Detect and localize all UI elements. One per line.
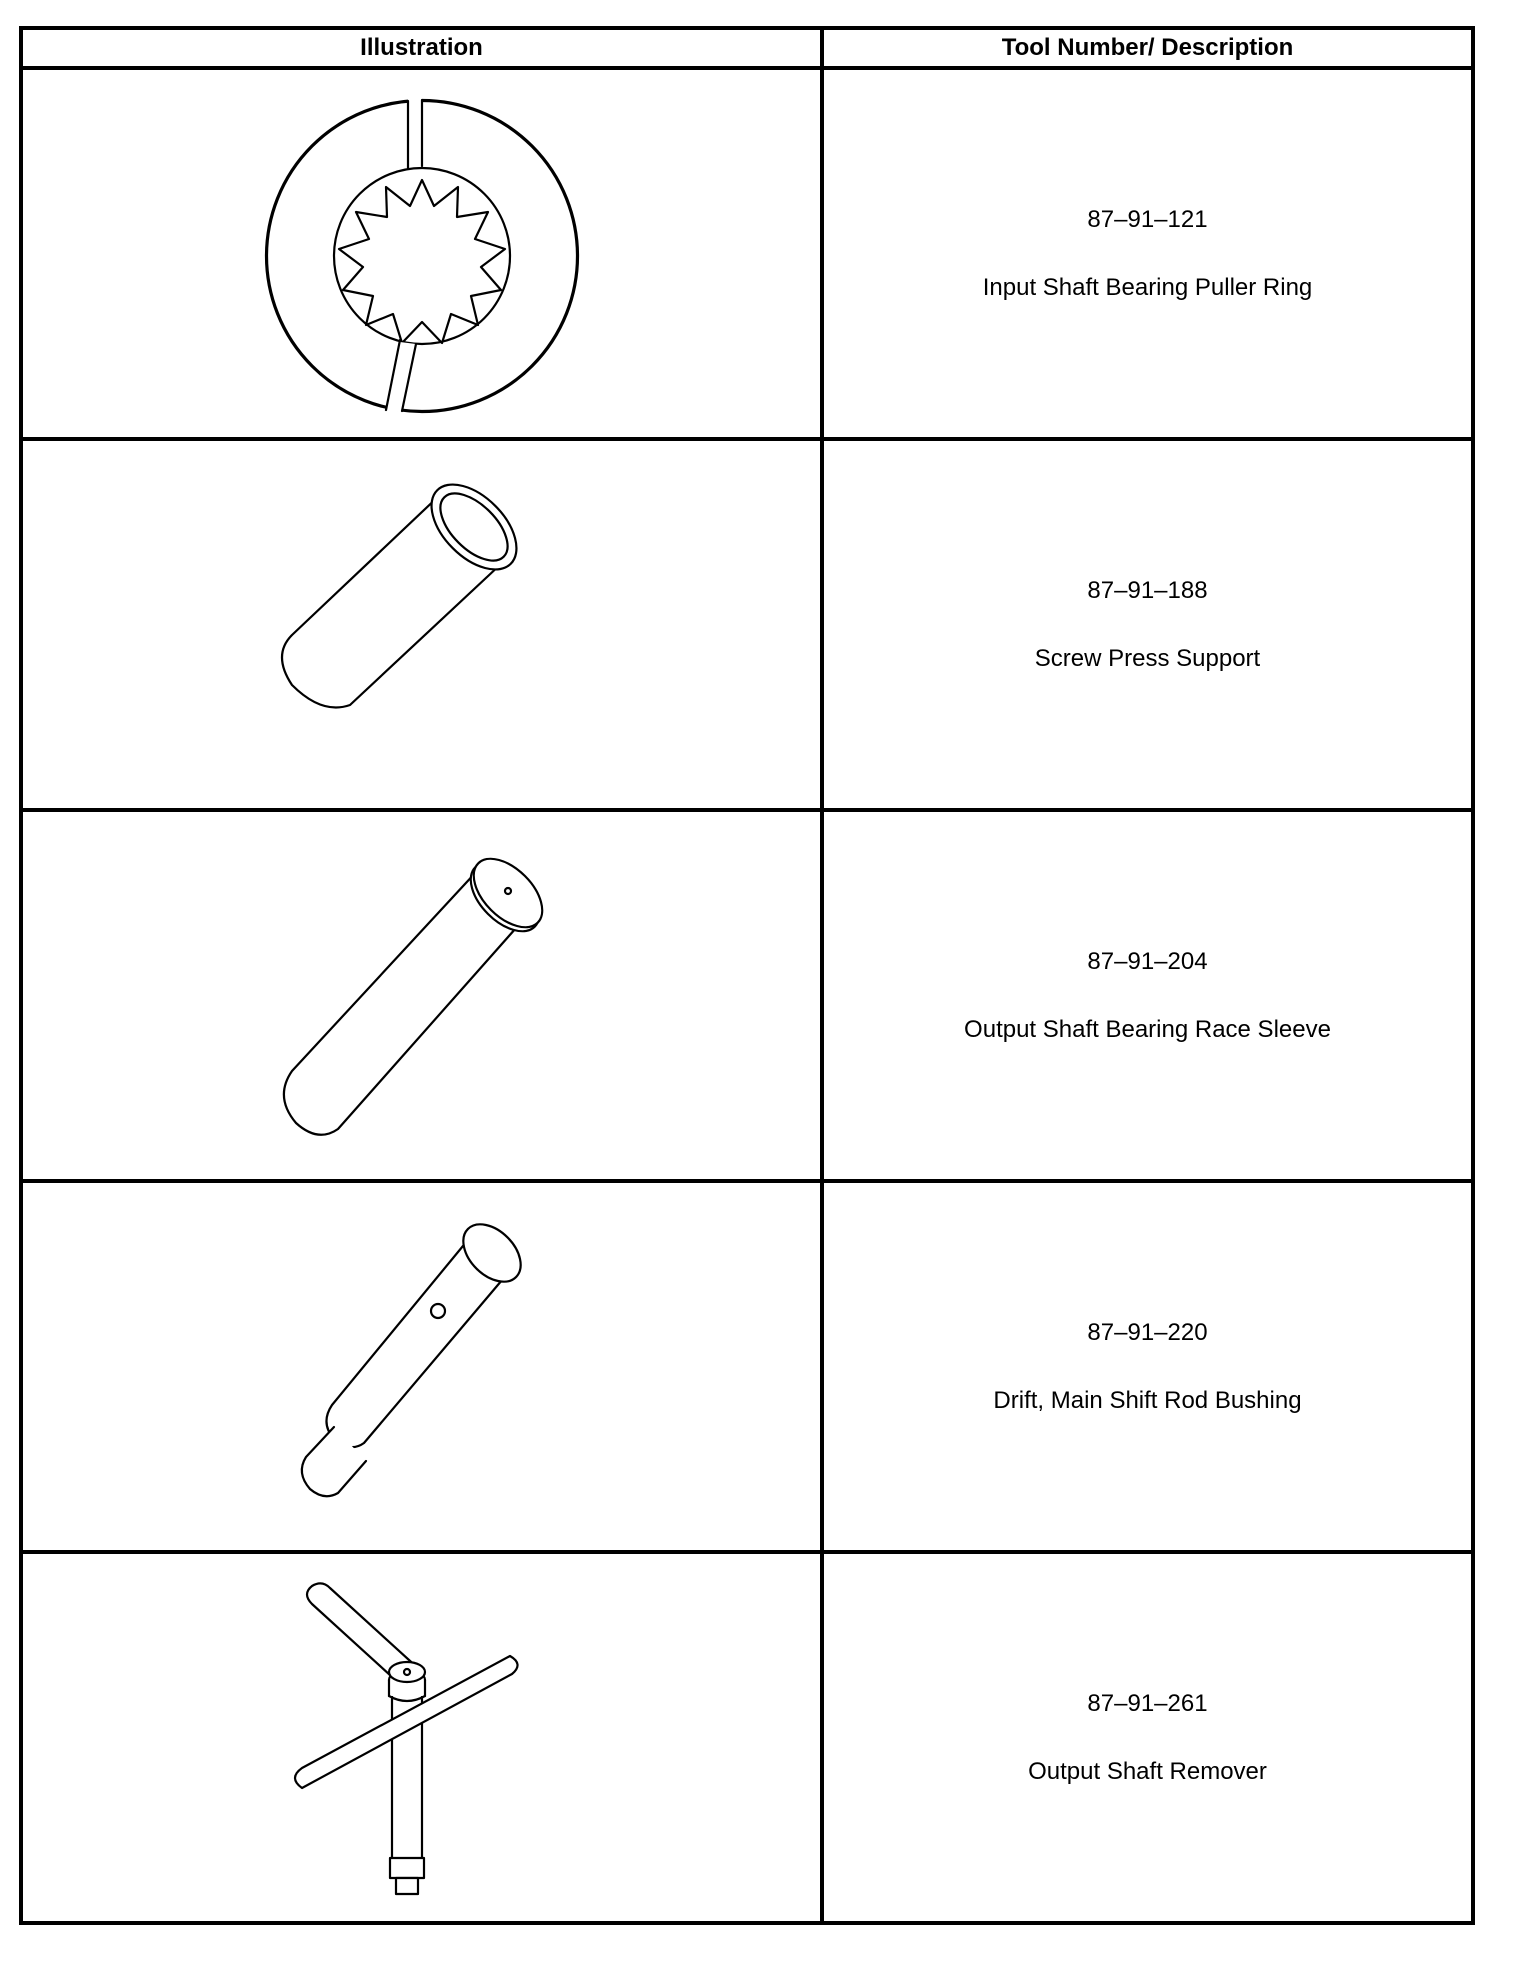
header-tool-description: Tool Number/ Description — [822, 28, 1473, 68]
tool-description: Screw Press Support — [1034, 644, 1261, 672]
table-row — [21, 810, 1473, 1181]
table-row — [21, 1552, 1473, 1923]
tool-number: 87–91–121 — [1087, 205, 1208, 233]
description-cell — [822, 68, 1473, 439]
table-row — [21, 1181, 1473, 1552]
tool-number: 87–91–188 — [1087, 576, 1208, 604]
illustration-cell — [21, 810, 822, 1181]
description-cell — [822, 1552, 1473, 1923]
tool-description: Input Shaft Bearing Puller Ring — [982, 273, 1313, 301]
table-row — [21, 68, 1473, 439]
tool-description: Output Shaft Remover — [1028, 1757, 1267, 1785]
description-cell — [822, 439, 1473, 810]
race-sleeve-icon — [252, 831, 592, 1161]
drift-icon — [272, 1207, 572, 1527]
description-cell — [822, 1181, 1473, 1552]
illustration-cell — [21, 1552, 822, 1923]
table-row — [21, 439, 1473, 810]
shaft-remover-icon — [272, 1568, 572, 1908]
tool-description: Drift, Main Shift Rod Bushing — [993, 1386, 1302, 1414]
puller-ring-icon — [252, 84, 592, 424]
header-illustration: Illustration — [21, 28, 822, 68]
tool-number: 87–91–220 — [1087, 1318, 1208, 1346]
tool-number: 87–91–204 — [1087, 947, 1208, 975]
description-cell — [822, 810, 1473, 1181]
tool-number: 87–91–261 — [1087, 1689, 1208, 1717]
illustration-cell — [21, 439, 822, 810]
tool-table — [19, 26, 1475, 1925]
header-row — [21, 28, 1473, 68]
press-support-icon — [252, 465, 592, 785]
tool-description: Output Shaft Bearing Race Sleeve — [964, 1015, 1331, 1043]
illustration-cell — [21, 1181, 822, 1552]
illustration-cell — [21, 68, 822, 439]
